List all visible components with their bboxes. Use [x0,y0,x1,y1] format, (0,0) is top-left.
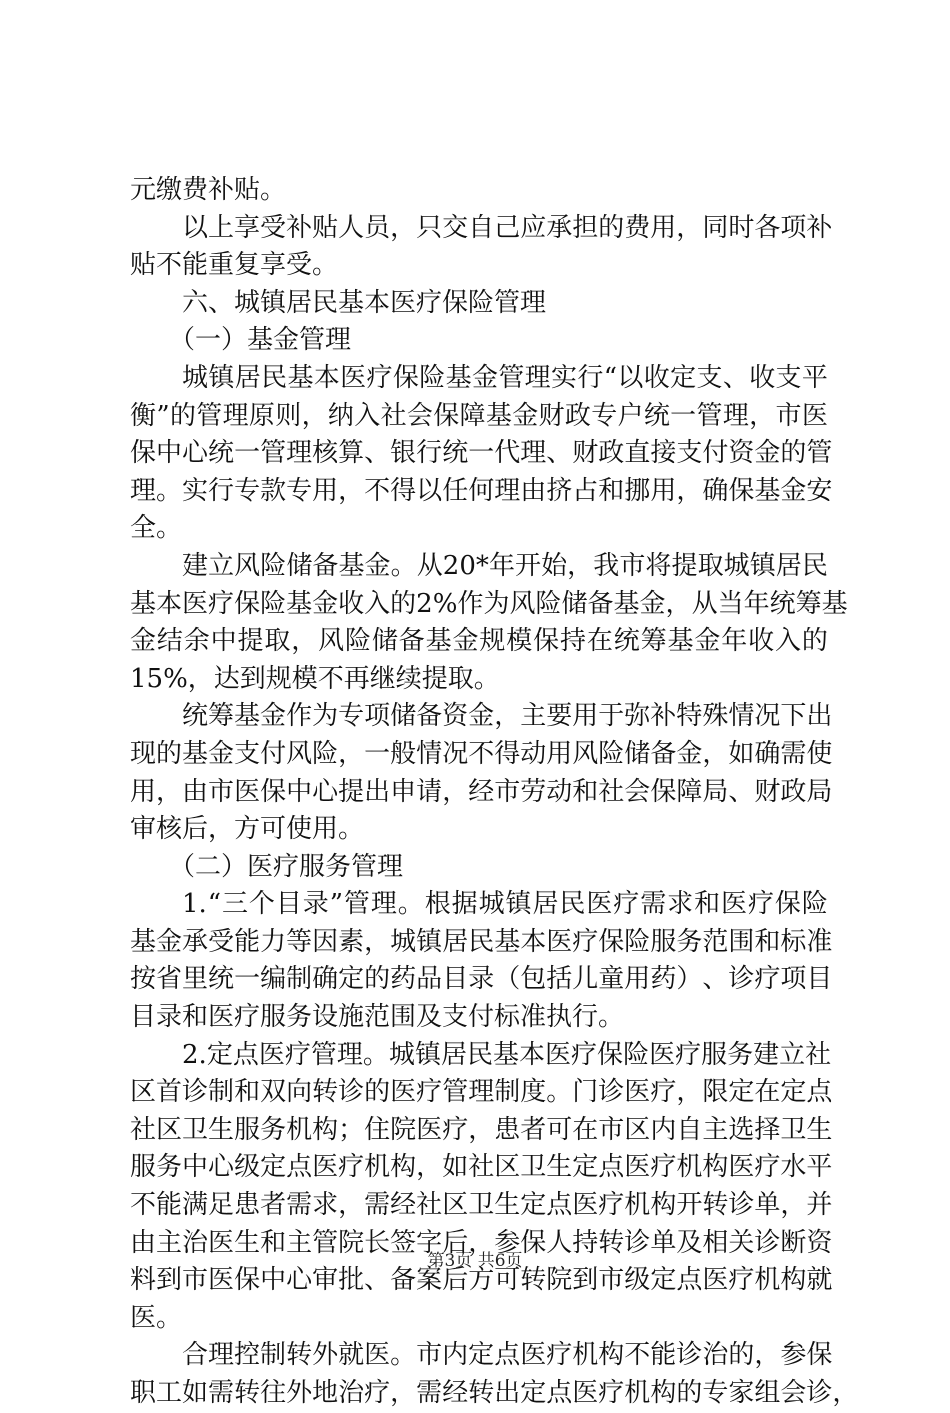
text-line: 以 上 享 受 补 贴 人 员 ， 只 交 自 己 应 承 担 的 费 用 ， 同 时 各 项 补 [182,212,833,243]
page-footer [0,1246,950,1271]
text-line: 城 镇 居 民 基 本 医 疗 保 险 基 金 管 理 实 行 “ 以 收 定 支 、 收 支 平 [182,362,828,393]
text-line: 目录和医疗服务设施范围及支付标准执行。 [130,1002,625,1033]
text-line: 现 的 基 金 支 付 风 险 ， 一 般 情 况 不 得 动 用 风 险 储 备 金 ， 如 确 需 使 [130,738,833,769]
text-line: 职 工 如 需 转 往 外 地 治 疗 ， 需 经 转 出 定 点 医 疗 机 构 的 专 家 组 会 诊 ， [130,1378,859,1408]
text-line: 不 能 满 足 患 者 需 求 ， 需 经 社 区 卫 生 定 点 医 疗 机 构 开 转 诊 单 ， 并 [130,1190,833,1221]
text-line: 基 金 承 受 能 力 等 因 素 ， 城 镇 居 民 基 本 医 疗 保 险 服 务 范 围 和 标 准 [130,926,833,957]
text-line: 2. 定 点 医 疗 管 理 。 城 镇 居 民 基 本 医 疗 保 险 医 疗 服 务 建 立 社 [182,1039,832,1070]
text-line: 贴不能重复享受。 [130,250,339,281]
text-line: 理 。 实 行 专 款 专 用 ， 不 得 以 任 何 理 由 挤 占 和 挪 用 ， 确 保 基 金 安 [130,475,833,506]
text-line: 衡 ” 的 管 理 原 则 ， 纳 入 社 会 保 障 基 金 财 政 专 户 统 一 管 理 ， 市 医 [130,400,828,431]
text-line: 统 筹 基 金 作 为 专 项 储 备 资 金 ， 主 要 用 于 弥 补 特 殊 情 况 下 出 [182,701,833,732]
text-line: 按 省 里 统 一 编 制 确 定 的 药 品 目 录 （ 包 括 儿 童 用 药 ） 、 诊 疗 项 目 [130,964,833,995]
text-line: 医。 [130,1302,183,1333]
text-line: 由 主 治 医 生 和 主 管 院 长 签 字 后 ， 参 保 人 持 转 诊 单 及 相 关 诊 断 资 [130,1227,833,1258]
text-line: （二）医疗服务管理 [169,851,404,882]
text-line: 15%，达到规模不再继续提取。 [130,663,500,694]
text-line: 区 首 诊 制 和 双 向 转 诊 的 医 疗 管 理 制 度 。 门 诊 医 疗 ， 限 定 在 定 点 [130,1077,833,1108]
text-line: 基 本 医 疗 保 险 基 金 收 入 的 2% 作 为 风 险 储 备 基 金 ， 从 当 年 统 筹 基 [130,588,848,619]
text-line: 全。 [130,513,183,544]
text-line: 社 区 卫 生 服 务 机 构 ； 住 院 医 疗 ， 患 者 可 在 市 区 内 自 主 选 择 卫 生 [130,1114,833,1145]
text-line: 用 ， 由 市 医 保 中 心 提 出 申 请 ， 经 市 劳 动 和 社 会 保 障 局 、 财 政 局 [130,776,833,807]
text-line: 合 理 控 制 转 外 就 医 。 市 内 定 点 医 疗 机 构 不 能 诊 治 的 ， 参 保 [182,1340,833,1371]
text-line: 审核后，方可使用。 [130,814,365,845]
text-line: 1. “ 三 个 目 录 ” 管 理 。 根 据 城 镇 居 民 医 疗 需 求 和 医 疗 保 险 [182,889,828,920]
text-line: 金 结 余 中 提 取 ， 风 险 储 备 基 金 规 模 保 持 在 统 筹 基 金 年 收 入 的 [130,626,828,657]
text-line: （一）基金管理 [169,325,352,356]
text-line: 保 中 心 统 一 管 理 核 算 、 银 行 统 一 代 理 、 财 政 直 接 支 付 资 金 的 管 [130,438,833,469]
text-line: 建 立 风 险 储 备 基 金 。 从 20* 年 开 始 ， 我 市 将 提 取 城 镇 居 民 [182,550,828,581]
document-body [130,172,859,1413]
text-line: 服 务 中 心 级 定 点 医 疗 机 构 ， 如 社 区 卫 生 定 点 医 疗 机 构 医 疗 水 平 [130,1152,833,1183]
text-line: 料 到 市 医 保 中 心 审 批 、 备 案 后 方 可 转 院 到 市 级 定 点 医 疗 机 构 就 [130,1265,833,1296]
page-number: 第3页 共6页 [427,1251,523,1271]
text-line: 六、城镇居民基本医疗保险管理 [182,287,547,318]
text-line: 元缴费补贴。 [130,175,287,205]
